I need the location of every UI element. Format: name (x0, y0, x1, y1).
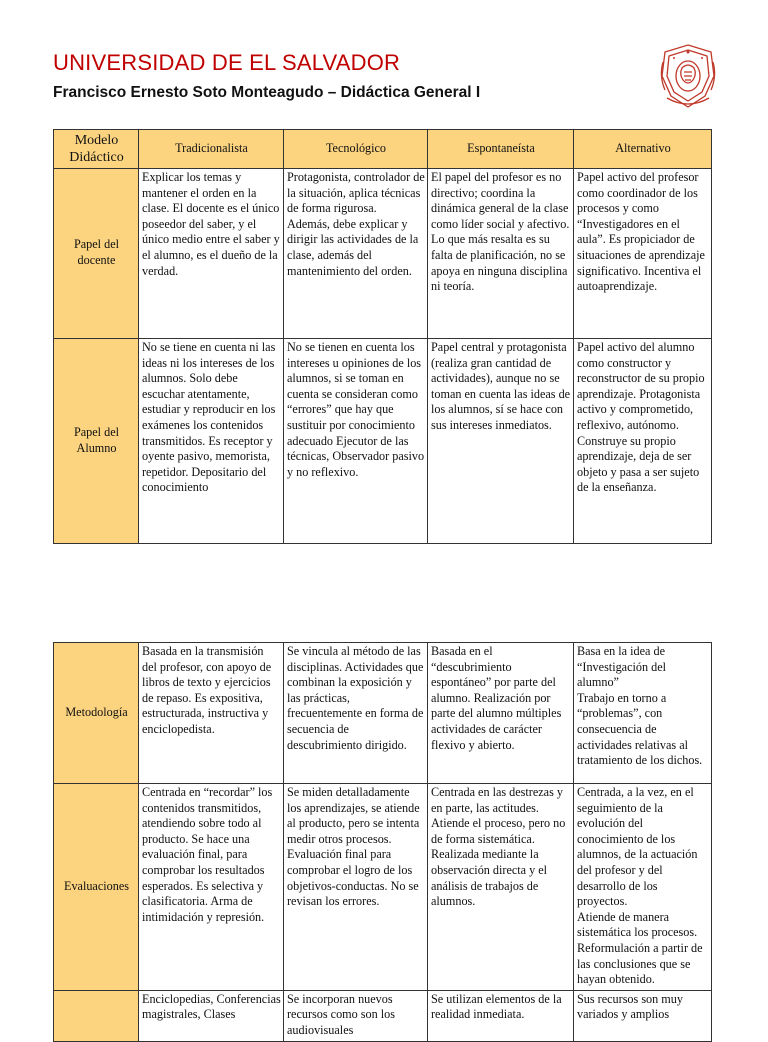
table-cell: Se utilizan elementos de la realidad inmediata. (428, 990, 574, 1041)
row-header-evaluations: Evaluaciones (54, 784, 139, 991)
column-header-traditional: Tradicionalista (139, 130, 284, 169)
row-header-resources (54, 990, 139, 1041)
table-cell: Enciclopedias, Conferencias magistrales, Clases (139, 990, 284, 1041)
didactic-models-table-continued (53, 642, 712, 1042)
table-cell: Sus recursos son muy variados y amplios (574, 990, 712, 1041)
table-cell: Centrada en “recordar” los contenidos transmitidos, atendiendo sobre todo al producto. Se hace una evaluación final, para comprobar los resultados esperados. Es selectiva y clasificatoria. Arma de intimidación y represión. (139, 784, 284, 991)
table-cell: No se tiene en cuenta ni las ideas ni los intereses de los alumnos. Solo debe escuchar atentamente, estudiar y reproducir en los exámenes los contenidos transmitidos. Es receptor y oyente pasivo, memorista, repetidor. Depositario del conocimiento (139, 339, 284, 544)
table-cell: El papel del profesor es no directivo; coordina la dinámica general de la clase como líder social y afectivo. Lo que más resalta es su falta de planificación, no se apoya en ninguna disciplina ni teoría. (428, 169, 574, 339)
table-cell: Basada en el “descubrimiento espontáneo” por parte del alumno. Realización por parte del alumno múltiples actividades de carácter flexivo y abierto. (428, 643, 574, 784)
column-header-spontaneous: Espontaneísta (428, 130, 574, 169)
page-title: UNIVERSIDAD DE EL SALVADOR (53, 50, 401, 75)
table-cell: Se incorporan nuevos recursos como son los audiovisuales (284, 990, 428, 1041)
table-cell: Explicar los temas y mantener el orden en la clase. El docente es el único poseedor del saber, y el único medio entre el saber y el alumno, es el dueño de la verdad. (139, 169, 284, 339)
table-cell: Papel central y protagonista (realiza gran cantidad de actividades), aunque no se toman en cuenta las ideas de los alumnos, sí se hace con sus intereses inmediatos. (428, 339, 574, 544)
table-cell: No se tienen en cuenta los intereses u opiniones de los alumnos, si se toman en cuenta se consideran como “errores” que hay que sustituir por conocimiento adecuado Ejecutor de las técnicas, Observador pasivo y no reflexivo. (284, 339, 428, 544)
table-row (54, 784, 712, 991)
document-subtitle: Francisco Ernesto Soto Monteagudo – Didáctica General I (53, 84, 481, 101)
table-cell: Se miden detalladamente los aprendizajes, se atiende al producto, pero se intenta medir otros procesos. Evaluación final para comprobar el logro de los objetivos-conductas. No se revisan los errores. (284, 784, 428, 991)
university-seal-icon (657, 42, 719, 110)
table-cell: Basa en la idea de “Investigación del alumno” Trabajo en torno a “problemas”, con consecuencia de actividades relativas al tratamiento de los dichos. (574, 643, 712, 784)
table-cell: Basada en la transmisión del profesor, con apoyo de libros de texto y ejercicios de repaso. Es expositiva, estructurada, instructiva y enciclopedista. (139, 643, 284, 784)
table-cell: Centrada en las destrezas y en parte, las actitudes. Atiende el proceso, pero no de forma sistemática. Realizada mediante la observación directa y el análisis de trabajos de alumnos. (428, 784, 574, 991)
table-row (54, 990, 712, 1041)
row-header-student-role: Papel del Alumno (54, 339, 139, 544)
table-cell: Protagonista, controlador de la situación, aplica técnicas de forma rigurosa. Además, debe explicar y dirigir las actividades de la clase, además del mantenimiento del orden. (284, 169, 428, 339)
table-row (54, 169, 712, 339)
table-row (54, 339, 712, 544)
table-cell: Centrada, a la vez, en el seguimiento de la evolución del conocimiento de los alumnos, de la actuación del profesor y del desarrollo de los proyectos. Atiende de manera sistemática los procesos. Reformulación a partir de las conclusiones que se hayan obtenido. (574, 784, 712, 991)
didactic-models-table (53, 129, 712, 544)
row-header-methodology: Metodología (54, 643, 139, 784)
table-cell: Papel activo del profesor como coordinador de los procesos y como “Investigadores en el aula”. Es propiciador de situaciones de aprendizaje significativo. Incentiva el autoaprendizaje. (574, 169, 712, 339)
column-header-alternative: Alternativo (574, 130, 712, 169)
column-header-technological: Tecnológico (284, 130, 428, 169)
row-header-teacher-role: Papel del docente (54, 169, 139, 339)
column-header-model: Modelo Didáctico (54, 130, 139, 169)
table-cell: Se vincula al método de las disciplinas. Actividades que combinan la exposición y las prácticas, frecuentemente en forma de secuencia de descubrimiento dirigido. (284, 643, 428, 784)
table-row (54, 643, 712, 784)
table-cell: Papel activo del alumno como constructor y reconstructor de su propio aprendizaje. Protagonista activo y comprometido, reflexivo, autónomo. Construye su propio aprendizaje, deja de ser objeto y pasa a ser sujeto de la enseñanza. (574, 339, 712, 544)
